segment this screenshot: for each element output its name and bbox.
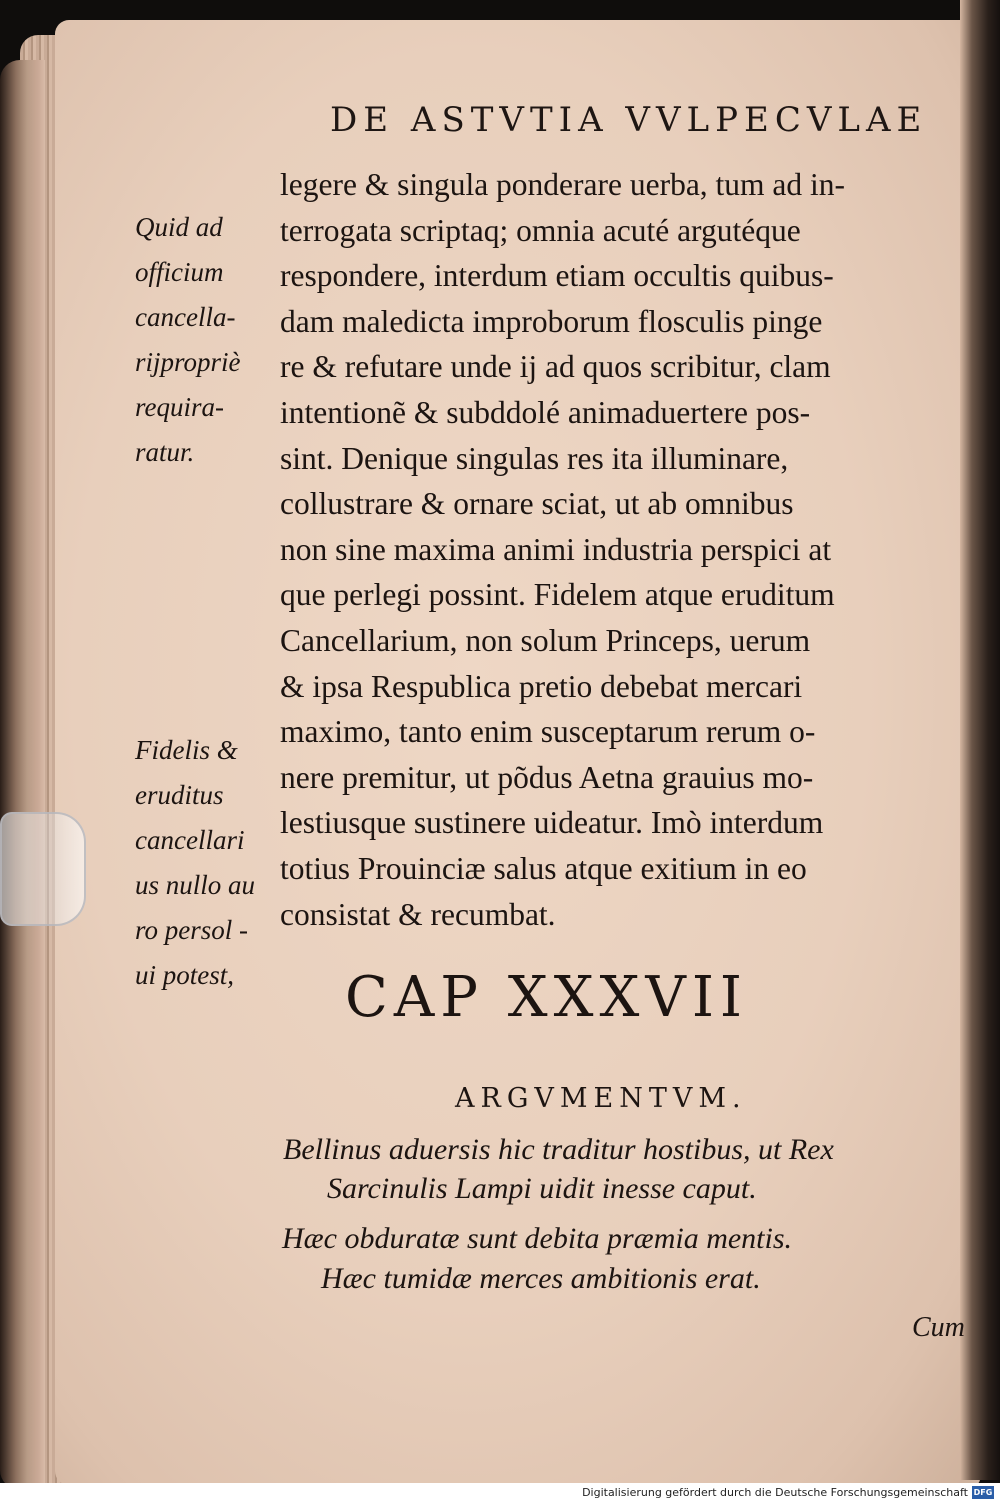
margin-note-line: ui potest,	[135, 960, 234, 990]
margin-note-line: us nullo au	[135, 870, 256, 900]
margin-note-line: Quid ad	[135, 212, 223, 242]
running-header: DE ASTVTIA VVLPECVLAE	[330, 100, 928, 140]
margin-note-line: cancellari	[135, 825, 245, 855]
body-line: & ipsa Respublica pretio debebat mercari	[280, 668, 803, 704]
margin-note-line: ro persol -	[135, 915, 248, 945]
margin-note-line: cancella-	[135, 302, 236, 332]
margin-note-line: officium	[135, 257, 224, 287]
body-line: legere & singula ponderare uerba, tum ad in-	[280, 167, 846, 202]
argument-verse: Hæc tumidæ merces ambitionis erat.	[321, 1262, 761, 1295]
body-text	[280, 162, 980, 937]
margin-note-chancellor-duty	[135, 205, 285, 475]
argument-verse: Bellinus aduersis hic traditur hostibus, ut Rex	[283, 1133, 834, 1166]
body-line: non sine maxima animi industria perspici at	[280, 531, 832, 567]
dfg-logo-icon: DFG	[973, 1488, 993, 1497]
margin-note-line: rijpropriè	[135, 347, 241, 377]
margin-note-faithful-chancellor	[135, 728, 285, 998]
argument-verse: Sarcinulis Lampi uidit inesse caput.	[327, 1172, 757, 1205]
body-line: totius Prouinciæ salus atque exitium in eo	[280, 850, 807, 886]
chapter-heading: CAP XXXVII	[345, 965, 749, 1030]
catchword: Cum	[912, 1312, 965, 1343]
body-line: sint. Denique singulas res ita illuminare,	[280, 440, 789, 476]
margin-note-line: requira-	[135, 392, 224, 422]
margin-note-line: ratur.	[135, 437, 195, 467]
body-line: dam maledicta improborum flosculis pinge	[280, 303, 823, 339]
margin-note-line: eruditus	[135, 780, 224, 810]
body-line: consistat & recumbat.	[280, 896, 556, 932]
body-line: nere premitur, ut põdus Aetna grauius mo-	[280, 759, 814, 795]
margin-note-line: Fidelis &	[135, 735, 238, 765]
body-line: respondere, interdum etiam occultis quibus-	[280, 258, 834, 294]
footer-credit: Digitalisierung gefördert durch die Deutsche Forschungsgemeinschaft	[582, 1486, 968, 1499]
argument-title: ARGVMENTVM.	[455, 1083, 747, 1114]
body-line: terrogata scriptaq; omnia acuté argutéque	[280, 212, 801, 248]
body-line: lestiusque sustinere uideatur. Imò interdum	[280, 805, 824, 841]
body-line: Cancellarium, non solum Princeps, uerum	[280, 622, 811, 658]
argument-verse: Hæc obduratæ sunt debita præmia mentis.	[282, 1222, 793, 1255]
body-line: maximo, tanto enim susceptarum rerum o-	[280, 714, 816, 750]
body-line: que perlegi possint. Fidelem atque eruditum	[280, 577, 835, 613]
page-clip	[0, 812, 86, 926]
book-binding-edge	[0, 60, 45, 1490]
body-line: re & refutare unde ij ad quos scribitur, clam	[280, 349, 831, 385]
body-line: intentionẽ & subddolé animaduertere pos-	[280, 394, 811, 430]
body-line: collustrare & ornare sciat, ut ab omnibus	[280, 486, 794, 522]
